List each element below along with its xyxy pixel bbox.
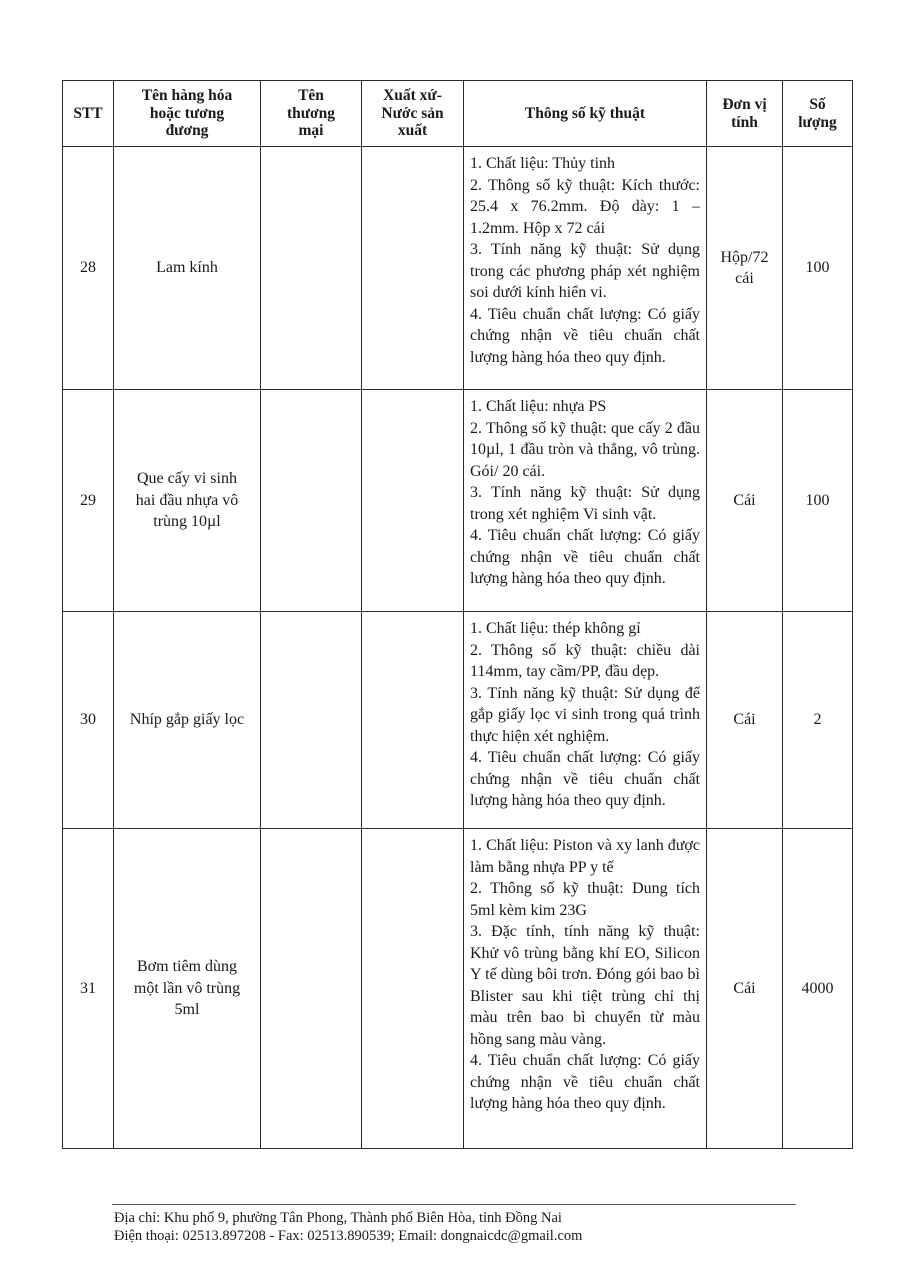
spec-item: 3. Tính năng kỹ thuật: Sử dụng trong xét nghiệm Vi sinh vật. <box>470 484 700 523</box>
header-item-name-line: đương <box>165 122 209 140</box>
spec-item: 4. Tiêu chuẩn chất lượng: Có giấy chứng nhận về tiêu chuẩn chất lượng hàng hóa theo quy định. <box>470 305 700 366</box>
item-name-line: Bơm tiêm dùng <box>136 958 237 976</box>
header-trade-name-line: mại <box>298 122 324 140</box>
item-name-line: Nhíp gắp giấy lọc <box>129 711 245 729</box>
unit-line: Cái <box>733 979 756 997</box>
header-origin <box>362 81 464 147</box>
row-trade-name <box>261 612 362 829</box>
equipment-spec-table <box>62 80 853 1149</box>
header-trade-name-line: Tên <box>298 87 324 105</box>
header-specs: Thông số kỹ thuật <box>464 81 707 147</box>
spec-item: 3. Tính năng kỹ thuật: Sử dụng trong các phương pháp xét nghiệm soi dưới kính hiển vi. <box>470 241 700 301</box>
row-specs <box>464 147 707 390</box>
spec-item: 2. Thông số kỹ thuật: Kích thước: 25.4 x 76.2mm. Độ dày: 1 – 1.2mm. Hộp x 72 cái <box>470 176 700 237</box>
row-specs <box>464 829 707 1149</box>
spec-item: 4. Tiêu chuẩn chất lượng: Có giấy chứng nhận về tiêu chuẩn chất lượng hàng hóa theo quy định. <box>470 1052 700 1112</box>
row-item-name <box>114 147 261 390</box>
row-stt: 28 <box>63 147 114 390</box>
spec-item: 2. Thông số kỹ thuật: que cấy 2 đầu 10µl, 1 đầu tròn và thẳng, vô trùng. Gói/ 20 cái. <box>470 419 700 480</box>
row-origin <box>362 390 464 612</box>
header-item-name-line: Tên hàng hóa <box>141 87 233 105</box>
row-unit <box>707 829 783 1149</box>
row-unit <box>707 390 783 612</box>
table-row <box>63 612 853 829</box>
row-origin <box>362 147 464 390</box>
header-origin-line: Xuất xứ- <box>383 87 442 105</box>
row-item-name <box>114 390 261 612</box>
header-quantity <box>783 81 853 147</box>
row-unit <box>707 147 783 390</box>
item-name-line: trùng 10µl <box>153 513 221 531</box>
spec-item: 1. Chất liệu: thép không gỉ <box>470 620 641 637</box>
spec-item: 2. Thông số kỹ thuật: Dung tích 5ml kèm kim 23G <box>470 880 700 919</box>
header-quantity-line: Số <box>809 96 826 113</box>
header-unit-line: tính <box>731 113 758 131</box>
header-quantity-line: lượng <box>798 113 837 131</box>
row-stt: 31 <box>63 829 114 1149</box>
row-quantity: 100 <box>783 147 853 390</box>
spec-item: 4. Tiêu chuẩn chất lượng: Có giấy chứng nhận về tiêu chuẩn chất lượng hàng hóa theo quy định. <box>470 749 700 809</box>
table-row <box>63 390 853 612</box>
header-trade-name-line: thương <box>286 104 336 122</box>
footer-divider <box>112 1204 796 1205</box>
header-unit-line: Đơn vị <box>722 96 767 113</box>
item-name-line: Que cấy vi sinh <box>137 470 237 488</box>
item-name-line: hai đầu nhựa vô <box>135 491 239 509</box>
header-origin-line: Nước sản <box>381 104 444 122</box>
row-origin <box>362 829 464 1149</box>
header-item-name <box>114 81 261 147</box>
header-trade-name <box>261 81 362 147</box>
spec-item: 1. Chất liệu: Thủy tinh <box>470 155 616 172</box>
spec-item: 2. Thông số kỹ thuật: chiều dài 114mm, tay cầm/PP, đầu dẹp. <box>470 641 700 680</box>
spec-item: 3. Đặc tính, tính năng kỹ thuật: Khử vô trùng bằng khí EO, Silicon Y tế dùng bôi trơn. Đóng gói bao bì Blister sau khi tiệt trùng chỉ thị màu trên bao bì chuyển từ màu hồng sang màu vàng. <box>470 923 700 1048</box>
row-item-name <box>114 829 261 1149</box>
row-quantity: 2 <box>783 612 853 829</box>
item-name-line: 5ml <box>174 1001 200 1019</box>
spec-item: 1. Chất liệu: Piston và xy lanh được làm bằng nhựa PP y tế <box>470 837 700 876</box>
row-stt: 29 <box>63 390 114 612</box>
row-unit <box>707 612 783 829</box>
header-item-name-line: hoặc tương <box>149 104 225 122</box>
row-origin <box>362 612 464 829</box>
unit-line: cái <box>735 270 754 287</box>
header-origin-line: xuất <box>397 122 428 140</box>
header-stt: STT <box>63 81 114 147</box>
row-quantity: 100 <box>783 390 853 612</box>
item-name-line: một lần vô trùng <box>133 979 241 997</box>
row-trade-name <box>261 390 362 612</box>
table-row <box>63 829 853 1149</box>
spec-item: 3. Tính năng kỹ thuật: Sử dụng để gắp giấy lọc vi sinh trong quá trình thực hiện xét nghiệm. <box>470 684 700 745</box>
item-name-line: Lam kính <box>156 259 218 277</box>
table-header-row <box>63 81 853 147</box>
row-quantity: 4000 <box>783 829 853 1149</box>
row-stt: 30 <box>63 612 114 829</box>
unit-line: Cái <box>733 711 756 729</box>
unit-line: Cái <box>733 491 756 509</box>
spec-item: 4. Tiêu chuẩn chất lượng: Có giấy chứng nhận về tiêu chuẩn chất lượng hàng hóa theo quy định. <box>470 527 700 587</box>
row-specs <box>464 612 707 829</box>
page-footer <box>114 1209 582 1245</box>
row-item-name <box>114 612 261 829</box>
row-trade-name <box>261 147 362 390</box>
header-unit <box>707 81 783 147</box>
spec-item: 1. Chất liệu: nhựa PS <box>470 398 607 415</box>
footer-contact: Điện thoại: 02513.897208 - Fax: 02513.890539; Email: dongnaicdc@gmail.com <box>114 1228 583 1244</box>
table-row <box>63 147 853 390</box>
row-trade-name <box>261 829 362 1149</box>
unit-line: Hộp/72 <box>720 248 769 266</box>
row-specs <box>464 390 707 612</box>
footer-address: Địa chỉ: Khu phố 9, phường Tân Phong, Thành phố Biên Hòa, tỉnh Đồng Nai <box>114 1210 562 1226</box>
